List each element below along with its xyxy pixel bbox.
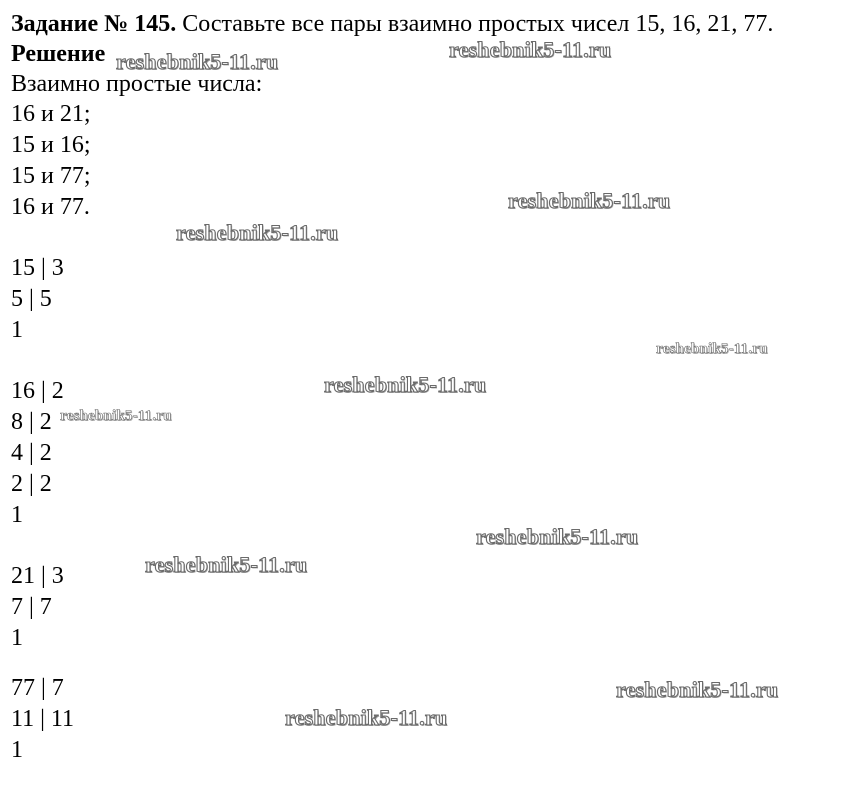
factorization-row: 4 | 2: [11, 440, 52, 466]
factorization-row: 1: [11, 737, 23, 763]
watermark: reshebnik5-11.ru: [324, 372, 487, 397]
factorization-row: 16 | 2: [11, 378, 64, 404]
factorization-row: 5 | 5: [11, 286, 52, 312]
factorization-row: 1: [11, 317, 23, 343]
watermark: reshebnik5-11.ru: [60, 408, 172, 424]
pair-item: 16 и 77.: [11, 194, 90, 220]
pair-item: 15 и 16;: [11, 132, 91, 158]
factorization-row: 7 | 7: [11, 594, 52, 620]
task-title: [11, 11, 773, 37]
watermark: reshebnik5-11.ru: [116, 49, 279, 74]
watermark: reshebnik5-11.ru: [145, 552, 308, 577]
factorization-row: 21 | 3: [11, 563, 64, 589]
watermark: reshebnik5-11.ru: [449, 37, 612, 62]
pair-item: 16 и 21;: [11, 101, 91, 127]
factorization-row: 1: [11, 502, 23, 528]
task-number: Задание № 145.: [11, 11, 177, 37]
task-text: Составьте все пары взаимно простых чисел 15, 16, 21, 77.: [176, 11, 774, 37]
factorization-row: 1: [11, 625, 23, 651]
watermark: reshebnik5-11.ru: [616, 677, 779, 702]
factorization-row: 15 | 3: [11, 255, 64, 281]
solution-heading: Решение: [11, 41, 106, 67]
watermark: reshebnik5-11.ru: [476, 524, 639, 549]
watermark: reshebnik5-11.ru: [285, 705, 448, 730]
intro-text: Взаимно простые числа:: [11, 71, 263, 97]
watermark: reshebnik5-11.ru: [176, 220, 339, 245]
factorization-row: 2 | 2: [11, 471, 52, 497]
watermark: reshebnik5-11.ru: [508, 188, 671, 213]
factorization-row: 8 | 2: [11, 409, 52, 435]
pair-item: 15 и 77;: [11, 163, 91, 189]
factorization-row: 11 | 11: [11, 706, 75, 732]
factorization-row: 77 | 7: [11, 675, 64, 701]
watermark: reshebnik5-11.ru: [656, 341, 768, 357]
